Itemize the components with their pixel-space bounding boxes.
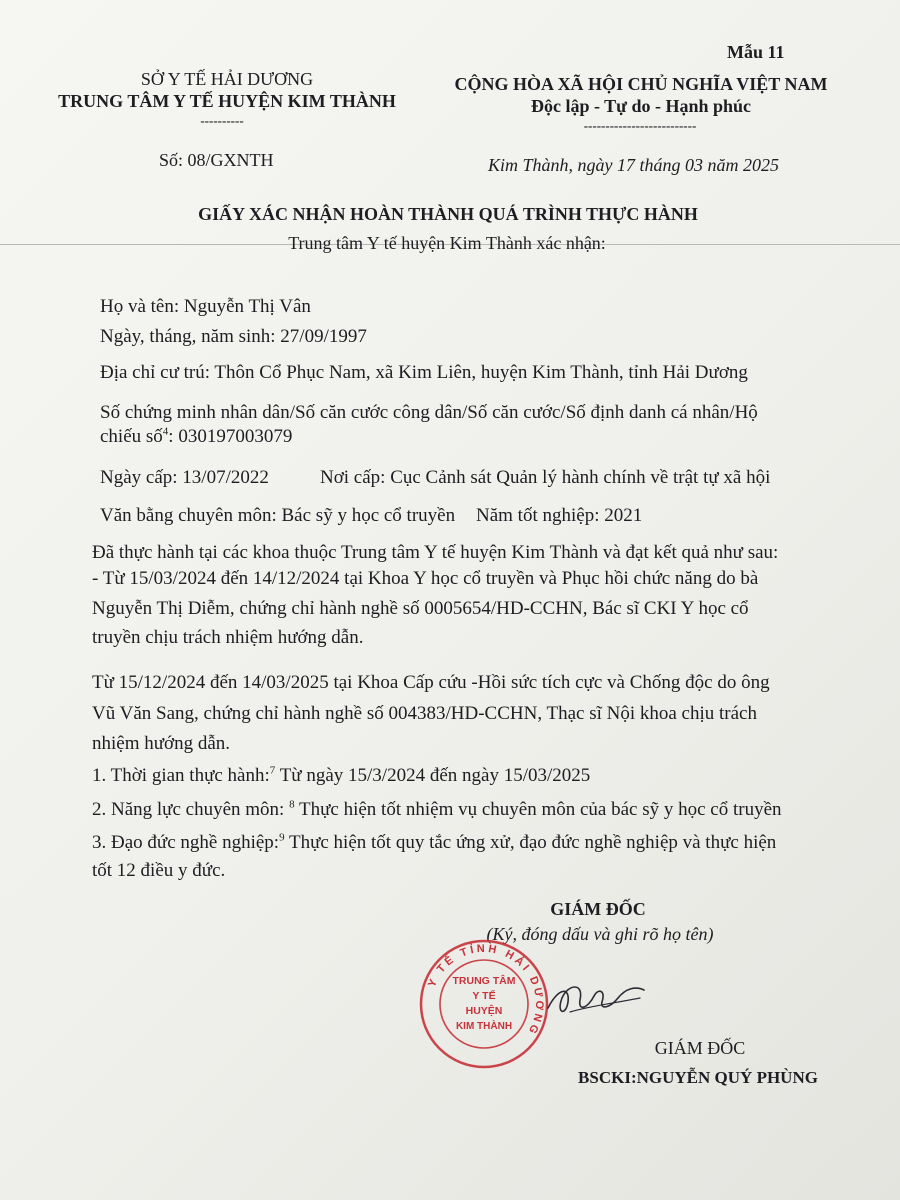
- document-subtitle: Trung tâm Y tế huyện Kim Thành xác nhận:: [288, 233, 606, 253]
- practice-period-2-line-1: Từ 15/12/2024 đến 14/03/2025 tại Khoa Cấp cứu -Hồi sức tích cực và Chống độc do ông: [92, 672, 770, 693]
- field-degree: Văn bằng chuyên môn: Bác sỹ y học cổ truyền: [100, 505, 456, 526]
- handwritten-signature: [540, 968, 650, 1028]
- practice-intro: Đã thực hành tại các khoa thuộc Trung tâm Y tế huyện Kim Thành và đạt kết quả như sau:: [92, 542, 779, 563]
- nation-title: CỘNG HÒA XÃ HỘI CHỦ NGHĨA VIỆT NAM: [454, 74, 828, 94]
- signatory-title: GIÁM ĐỐC: [654, 1038, 746, 1058]
- field-address: Địa chỉ cư trú: Thôn Cổ Phục Nam, xã Kim Liên, huyện Kim Thành, tỉnh Hải Dương: [100, 362, 748, 383]
- field-id-line-1: Số chứng minh nhân dân/Số căn cước công dân/Số căn cước/Số định danh cá nhân/Hộ: [100, 402, 758, 423]
- field-graduation-year: Năm tốt nghiệp: 2021: [476, 505, 643, 526]
- field-birth-date: Ngày, tháng, năm sinh: 27/09/1997: [100, 326, 367, 347]
- left-header-separator: ----------: [200, 113, 244, 128]
- svg-text:HUYỆN: HUYỆN: [465, 1005, 503, 1017]
- practice-period-2-line-3: nhiệm hướng dẫn.: [92, 733, 231, 754]
- nation-motto: Độc lập - Tự do - Hạnh phúc: [530, 96, 752, 116]
- svg-text:Y TẾ: Y TẾ: [472, 990, 496, 1002]
- svg-text:Y TẾ TỈNH HẢI DƯƠNG: Y TẾ TỈNH HẢI DƯƠNG: [426, 942, 546, 1038]
- signature-role: GIÁM ĐỐC: [550, 899, 646, 919]
- center-name: TRUNG TÂM Y TẾ HUYỆN KIM THÀNH: [58, 91, 396, 111]
- right-header-separator: --------------------------: [583, 118, 697, 133]
- field-issue-date: Ngày cấp: 13/07/2022: [100, 467, 269, 488]
- field-issue-place: Nơi cấp: Cục Cảnh sát Quản lý hành chính về trật tự xã hội: [320, 467, 771, 488]
- signature-instruction: (Ký, đóng dấu và ghi rõ họ tên): [486, 924, 714, 944]
- document-title: GIẤY XÁC NHẬN HOÀN THÀNH QUÁ TRÌNH THỰC HÀNH: [198, 204, 698, 224]
- svg-text:TRUNG TÂM: TRUNG TÂM: [452, 975, 516, 987]
- document-number: Số: 08/GXNTH: [159, 150, 274, 170]
- place-and-date: Kim Thành, ngày 17 tháng 03 năm 2025: [488, 155, 780, 175]
- official-seal: [418, 938, 550, 1070]
- practice-period-1-line-3: truyền chịu trách nhiệm hướng dẫn.: [92, 627, 364, 648]
- practice-period-2-line-2: Vũ Văn Sang, chứng chỉ hành nghề số 004383/HD-CCHN, Thạc sĩ Nội khoa chịu trách: [92, 703, 757, 724]
- field-full-name: Họ và tên: Nguyễn Thị Vân: [100, 296, 311, 317]
- form-number: Mẫu 11: [727, 42, 785, 62]
- practice-period-1-line-2: Nguyễn Thị Diễm, chứng chỉ hành nghề số 0005654/HD-CCHN, Bác sĩ CKI Y học cổ: [92, 598, 749, 619]
- result-practice-time: 1. Thời gian thực hành:$^7$ Từ ngày 15/3/2024 đến ngày 15/03/2025: [92, 764, 591, 786]
- result-professional-ability: 2. Năng lực chuyên môn: $^8$ Thực hiện tốt nhiệm vụ chuyên môn của bác sỹ y học cổ truyền: [92, 798, 782, 820]
- svg-text:KIM THÀNH: KIM THÀNH: [455, 1021, 513, 1032]
- result-professional-ethics-line-2: tốt 12 điều y đức.: [92, 860, 226, 881]
- signatory-name: BSCKI:NGUYỄN QUÝ PHÙNG: [578, 1068, 818, 1087]
- practice-period-1-line-1: - Từ 15/03/2024 đến 14/12/2024 tại Khoa Y học cổ truyền và Phục hồi chức năng do bà: [92, 568, 759, 589]
- field-id-line-2: chiếu số$^4$: 030197003079: [100, 425, 293, 447]
- department-name: SỞ Y TẾ HẢI DƯƠNG: [140, 69, 314, 89]
- result-professional-ethics: 3. Đạo đức nghề nghiệp:$^9$ Thực hiện tốt quy tắc ứng xử, đạo đức nghề nghiệp và thực hiện: [92, 831, 777, 853]
